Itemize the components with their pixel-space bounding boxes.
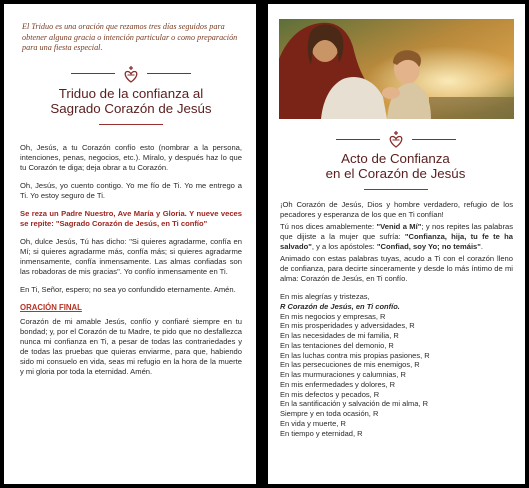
litany-refrain: R Corazón de Jesús, en Ti confío. bbox=[280, 301, 400, 311]
triduo-body bbox=[20, 143, 242, 377]
quote-confiad: "Confiad, soy Yo; no temáis" bbox=[376, 242, 481, 251]
title-underline bbox=[99, 124, 163, 125]
title-line: Sagrado Corazón de Jesús bbox=[50, 100, 212, 116]
divider-line bbox=[412, 139, 456, 140]
triduo-intro: El Triduo es una oración que rezamos tres días seguidos para obtener alguna gracia o intención particular o como preparación para una fiesta especial. bbox=[22, 22, 238, 53]
prayer-paragraph bbox=[280, 222, 513, 252]
text-span: . bbox=[480, 242, 483, 251]
right-prayer-card bbox=[268, 4, 525, 484]
text-span: , y a los apóstoles: bbox=[311, 242, 377, 251]
final-prayer-text: Corazón de mi amable Jesús, confío y confiaré siempre en tu bondad; y, por el Corazón de tu Madre, te pido que no desfallezca nunca mi confianza en Ti, a pesar de todas las contrariedades y de todas las pruebas que quieras enviarme, para que, habiendo sido mi consuelo en vida, seas mi refugio en la hora de la muerte y mi gloria por toda la eternidad. Amén. bbox=[20, 316, 242, 376]
litany-item: En las luchas contra mis propias pasiones, R bbox=[280, 350, 430, 360]
litany-item: En las murmuraciones y calumnias, R bbox=[280, 370, 406, 379]
left-prayer-card bbox=[4, 4, 256, 484]
text-span: Tú nos dices amablemente: bbox=[280, 222, 377, 231]
prayer-instruction: Se reza un Padre Nuestro, Ave María y Gloria. Y nueve veces se repite: "Sagrado Corazón de Jesús, en Ti confío" bbox=[20, 208, 242, 228]
prayer-paragraph: Animado con estas palabras tuyas, acudo a Ti con el corazón lleno de confianza, para decirte sinceramente y desde lo más íntimo de mi alma: Corazón de Jesús, en Ti confío. bbox=[280, 254, 513, 283]
acto-body bbox=[278, 200, 513, 438]
sacred-heart-icon bbox=[386, 129, 406, 149]
title-line: en el Corazón de Jesús bbox=[325, 166, 466, 181]
litany-item: Siempre y en toda ocasión, R bbox=[280, 409, 379, 418]
sacred-heart-icon bbox=[121, 64, 141, 84]
litany-list bbox=[280, 292, 513, 438]
prayer-paragraph: ¡Oh Corazón de Jesús, Dios y hombre verdadero, refugio de los pecadores y esperanza de los que en Ti confían! bbox=[280, 200, 513, 219]
litany-item: En las tentaciones del demonio, R bbox=[280, 340, 394, 350]
litany-item: En la santificación y salvación de mi alma, R bbox=[280, 399, 428, 409]
prayer-paragraph: En Ti, Señor, espero; no sea yo confundido eternamente. Amén. bbox=[20, 284, 236, 294]
text-span: ; y nos repites las palabras que dijiste a la mujer que sufría: bbox=[280, 222, 513, 241]
litany-item: En vida y muerte, R bbox=[280, 418, 346, 428]
title-line: Acto de Confianza bbox=[341, 151, 450, 166]
left-emblem-row bbox=[20, 64, 242, 84]
final-prayer-heading: ORACIÓN FINAL bbox=[20, 302, 82, 312]
litany-item: En las necesidades de mi familia, R bbox=[280, 331, 399, 340]
jesus-with-child-image bbox=[279, 19, 514, 119]
divider-line bbox=[336, 139, 380, 140]
title-underline bbox=[364, 189, 428, 190]
litany-item: En mis defectos y pecados, R bbox=[280, 389, 380, 399]
jesus-child-illustration bbox=[279, 19, 514, 119]
title-line: Triduo de la confianza al bbox=[58, 85, 204, 101]
litany-item: En mis enfermedades y dolores, R bbox=[280, 379, 396, 389]
right-emblem-row bbox=[278, 129, 513, 149]
acto-title bbox=[278, 151, 513, 181]
quote-venid: "Venid a Mí" bbox=[376, 222, 422, 231]
prayer-paragraph: Oh, dulce Jesús, Tú has dicho: "Si quieres agradarme, confía en Mí; si quieres agradarme más, confía más; si quieres agradarme inmensamente, confía inmensamente. Las almas confiadas son las robadoras de mis gracias". Yo confío inmensamente en Ti. bbox=[20, 236, 242, 276]
litany-item: En mis negocios y empresas, R bbox=[280, 311, 386, 321]
divider-line bbox=[71, 73, 115, 74]
quote-confianza: "Confianza, hija, tu fe te ha salvado" bbox=[280, 232, 513, 251]
triduo-title bbox=[20, 86, 242, 116]
litany-item: En mis prosperidades y adversidades, R bbox=[280, 321, 415, 331]
prayer-paragraph: Oh, Jesús, a tu Corazón confío esto (nombrar a la persona, intenciones, penas, negocios, etc.). Míralo, y después haz lo que tu Corazón te diga; deja obrar a tu Corazón. bbox=[20, 142, 242, 172]
litany-item: En tiempo y eternidad, R bbox=[280, 428, 363, 438]
litany-intro: En mis alegrías y tristezas, bbox=[280, 292, 370, 301]
prayer-paragraph: Oh, Jesús, yo cuento contigo. Yo me fío de Ti. Yo me entrego a Ti. Yo estoy seguro de Ti. bbox=[20, 180, 242, 200]
litany-item: En las persecuciones de mis enemigos, R bbox=[280, 360, 420, 370]
divider-line bbox=[147, 73, 191, 74]
